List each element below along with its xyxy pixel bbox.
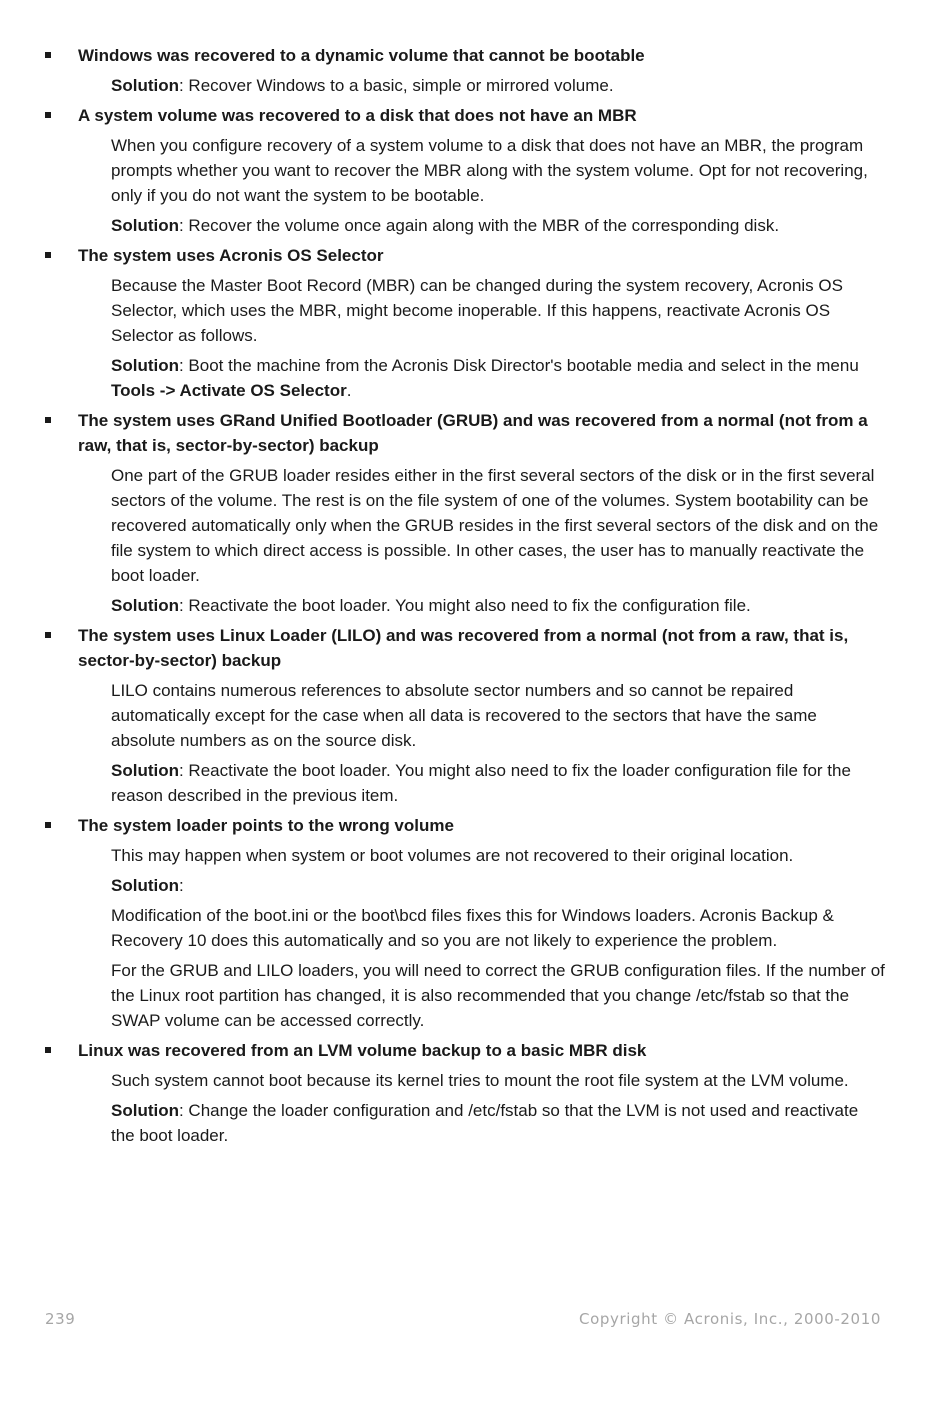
paragraph-text: : Boot the machine from the Acronis Disk Director's bootable media and select in the menu (178, 356, 859, 375)
solution-label: Solution (111, 1101, 179, 1120)
issue-item (45, 623, 885, 808)
square-bullet-icon (45, 417, 51, 423)
paragraph-text: : Recover Windows to a basic, simple or mirrored volume. (178, 76, 614, 95)
solution-paragraph (111, 758, 885, 808)
paragraph-text: : (178, 876, 184, 895)
solution-label: Solution (111, 876, 179, 895)
solution-label: Solution (111, 216, 179, 235)
issue-item (45, 1038, 885, 1148)
issue-heading: The system uses Linux Loader (LILO) and was recovered from a normal (not from a raw, that is, sector-by-sector) backup (78, 626, 849, 670)
description-paragraph (111, 273, 885, 348)
issue-heading: The system uses GRand Unified Bootloader (GRUB) and was recovered from a normal (not from a raw, that is, sector-by-sector) backup (78, 411, 868, 455)
solution-paragraph (111, 873, 885, 898)
paragraph-text: For the GRUB and LILO loaders, you will need to correct the GRUB configuration files. If the number of the Linux root partition has changed, it is also recommended that you change /etc/fstab so that the SWAP volume can be accessed correctly. (111, 961, 885, 1030)
description-paragraph (111, 903, 885, 953)
square-bullet-icon (45, 52, 51, 58)
menu-path: Tools -> Activate OS Selector (111, 381, 347, 400)
solution-label: Solution (111, 596, 179, 615)
paragraph-text: : Change the loader configuration and /etc/fstab so that the LVM is not used and reactivate the boot loader. (111, 1101, 859, 1145)
issue-heading: The system loader points to the wrong volume (78, 816, 454, 835)
paragraph-text: : Reactivate the boot loader. You might also need to fix the loader configuration file for the reason described in the previous item. (111, 761, 851, 805)
description-paragraph (111, 678, 885, 753)
solution-label: Solution (111, 76, 179, 95)
issue-item (45, 103, 885, 238)
paragraph-text: LILO contains numerous references to absolute sector numbers and so cannot be repaired automatically except for the case when all data is recovered to the sectors that have the same absolute numbers as on the source disk. (111, 681, 817, 750)
solution-label: Solution (111, 761, 179, 780)
description-paragraph (111, 463, 885, 588)
troubleshooting-list (45, 43, 885, 1148)
issue-heading: Windows was recovered to a dynamic volume that cannot be bootable (78, 46, 645, 65)
copyright-notice: Copyright © Acronis, Inc., 2000-2010 (579, 1310, 881, 1328)
description-paragraph (111, 133, 885, 208)
issue-item (45, 243, 885, 403)
description-paragraph (111, 1068, 885, 1093)
issue-item (45, 43, 885, 98)
paragraph-text: Such system cannot boot because its kernel tries to mount the root file system at the LVM volume. (111, 1071, 849, 1090)
issue-heading: Linux was recovered from an LVM volume backup to a basic MBR disk (78, 1041, 647, 1060)
paragraph-text: One part of the GRUB loader resides either in the first several sectors of the disk or in the first several sectors of the volume. The rest is on the file system of one of the volumes. System bootability can be recovered automatically only when the GRUB resides in the first several sectors of the disk and on the file system to which direct access is possible. In other cases, the user has to manually reactivate the boot loader. (111, 466, 879, 585)
issue-heading: A system volume was recovered to a disk that does not have an MBR (78, 106, 637, 125)
paragraph-text: This may happen when system or boot volumes are not recovered to their original location. (111, 846, 794, 865)
square-bullet-icon (45, 632, 51, 638)
solution-paragraph (111, 353, 885, 403)
paragraph-text: When you configure recovery of a system volume to a disk that does not have an MBR, the program prompts whether you want to recover the MBR along with the system volume. Opt for not recovering, only if you do not want the system to be bootable. (111, 136, 868, 205)
description-paragraph (111, 958, 885, 1033)
paragraph-text: : Recover the volume once again along with the MBR of the corresponding disk. (178, 216, 780, 235)
square-bullet-icon (45, 1047, 51, 1053)
solution-paragraph (111, 593, 885, 618)
solution-paragraph (111, 1098, 885, 1148)
solution-label: Solution (111, 356, 179, 375)
square-bullet-icon (45, 252, 51, 258)
square-bullet-icon (45, 822, 51, 828)
solution-paragraph (111, 73, 885, 98)
description-paragraph (111, 843, 885, 868)
issue-item (45, 813, 885, 1033)
paragraph-text-end: . (346, 381, 352, 400)
issue-heading: The system uses Acronis OS Selector (78, 246, 384, 265)
solution-paragraph (111, 213, 885, 238)
square-bullet-icon (45, 112, 51, 118)
page-number: 239 (45, 1310, 76, 1328)
paragraph-text: Because the Master Boot Record (MBR) can be changed during the system recovery, Acronis OS Selector, which uses the MBR, might become inoperable. If this happens, reactivate Acronis OS Selector as follows. (111, 276, 843, 345)
paragraph-text: : Reactivate the boot loader. You might also need to fix the configuration file. (178, 596, 751, 615)
issue-item (45, 408, 885, 618)
paragraph-text: Modification of the boot.ini or the boot\bcd files fixes this for Windows loaders. Acronis Backup & Recovery 10 does this automatically and so you are not likely to experience the problem. (111, 906, 834, 950)
